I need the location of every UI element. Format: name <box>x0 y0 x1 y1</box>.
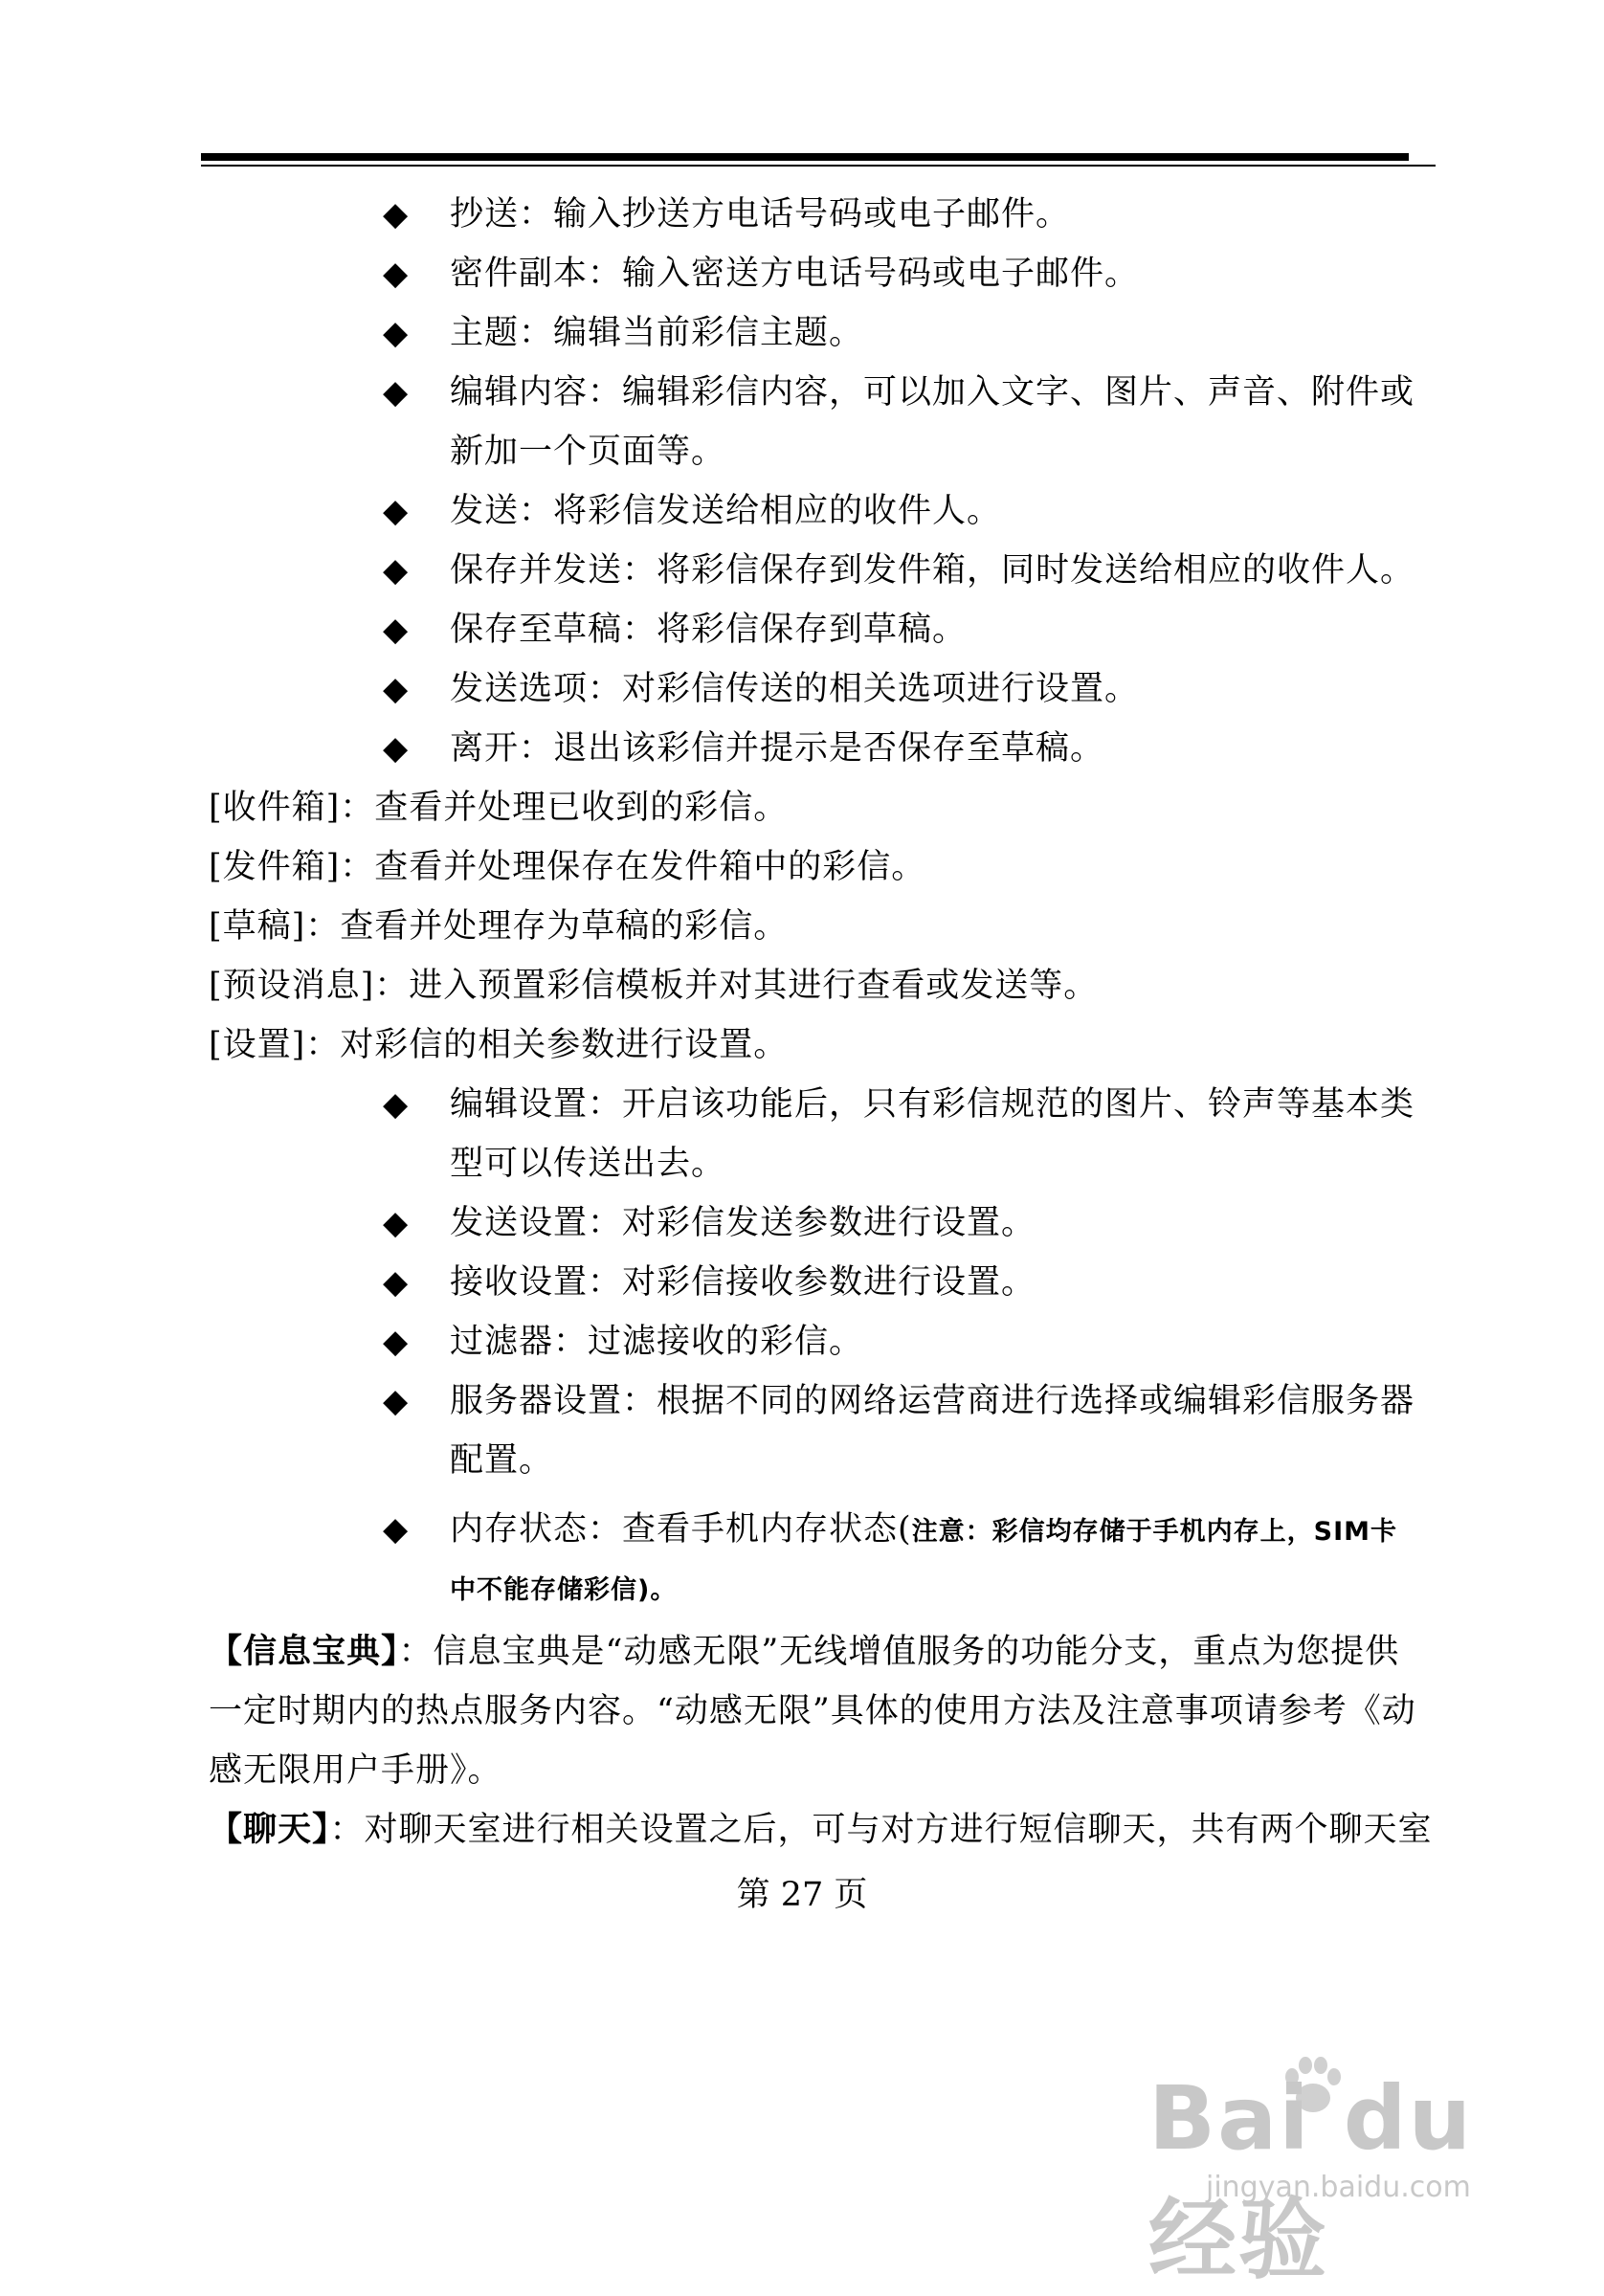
info-heading: 【信息宝典】 <box>209 1633 399 1671</box>
bullet-item: 接收设置：对彩信接收参数进行设置。 <box>450 1263 1036 1302</box>
bullet-item: 保存至草稿：将彩信保存到草稿。 <box>450 611 968 649</box>
bullet-diamond-icon: ◆ <box>383 1263 409 1302</box>
header-rule-thick <box>201 153 1409 161</box>
info-paragraph-line: 一定时期内的热点服务内容。“动感无限”具体的使用方法及注意事项请参考《动 <box>209 1692 1416 1730</box>
bullet-item: 主题：编辑当前彩信主题。 <box>450 314 864 352</box>
bullet-diamond-icon: ◆ <box>383 492 409 530</box>
paragraph-inbox: [收件箱]：查看并处理已收到的彩信。 <box>209 789 789 827</box>
info-paragraph-line <box>209 1631 1399 1673</box>
chat-paragraph-line <box>209 1809 1433 1851</box>
bullet-diamond-icon: ◆ <box>383 1323 409 1361</box>
paragraph-templates: [预设消息]：进入预置彩信模板并对其进行查看或发送等。 <box>209 967 1099 1005</box>
bullet-item-continuation: 型可以传送出去。 <box>450 1145 726 1183</box>
bullet-diamond-icon: ◆ <box>383 195 409 234</box>
bullet-diamond-icon: ◆ <box>383 255 409 293</box>
bullet-diamond-icon: ◆ <box>383 551 409 590</box>
watermark-brand: Bai du 经验 <box>1148 2067 1474 2291</box>
chat-text: ：对聊天室进行相关设置之后，可与对方进行短信聊天，共有两个聊天室 <box>329 1811 1433 1849</box>
bullet-diamond-icon: ◆ <box>383 1085 409 1124</box>
watermark-url: jingyan.baidu.com <box>1206 2171 1471 2204</box>
bullet-diamond-icon: ◆ <box>383 1510 409 1549</box>
info-text: ：信息宝典是“动感无限”无线增值服务的功能分支，重点为您提供 <box>398 1633 1400 1671</box>
paragraph-drafts: [草稿]：查看并处理存为草稿的彩信。 <box>209 907 789 946</box>
bullet-item: 抄送：输入抄送方电话号码或电子邮件。 <box>450 195 1071 234</box>
baidu-watermark <box>1129 2048 1531 2291</box>
header-rule-thin <box>201 165 1436 167</box>
bullet-item: 编辑设置：开启该功能后，只有彩信规范的图片、铃声等基本类 <box>450 1085 1415 1124</box>
bullet-diamond-icon: ◆ <box>383 373 409 412</box>
bullet-item: 发送设置：对彩信发送参数进行设置。 <box>450 1204 1036 1242</box>
bullet-item-continuation: 配置。 <box>450 1441 554 1480</box>
bullet-item: 编辑内容：编辑彩信内容，可以加入文字、图片、声音、附件或 <box>450 373 1415 412</box>
bullet-diamond-icon: ◆ <box>383 1382 409 1420</box>
bullet-item: 服务器设置：根据不同的网络运营商进行选择或编辑彩信服务器 <box>450 1382 1415 1420</box>
bullet-diamond-icon: ◆ <box>383 611 409 649</box>
paragraph-settings: [设置]：对彩信的相关参数进行设置。 <box>209 1026 789 1064</box>
info-paragraph-line: 感无限用户手册》。 <box>209 1751 502 1790</box>
memory-note-continuation: 中不能存储彩信)。 <box>450 1575 678 1605</box>
memory-note: 注意：彩信均存储于手机内存上，SIM卡 <box>911 1517 1398 1547</box>
bullet-diamond-icon: ◆ <box>383 729 409 768</box>
bullet-item: 离开：退出该彩信并提示是否保存至草稿。 <box>450 729 1105 768</box>
bullet-diamond-icon: ◆ <box>383 314 409 352</box>
bullet-item-continuation: 新加一个页面等。 <box>450 433 726 471</box>
bullet-item: 保存并发送：将彩信保存到发件箱，同时发送给相应的收件人。 <box>450 551 1415 590</box>
bullet-item: 发送：将彩信发送给相应的收件人。 <box>450 492 1002 530</box>
bullet-item: 发送选项：对彩信传送的相关选项进行设置。 <box>450 670 1140 708</box>
chat-heading: 【聊天】 <box>209 1811 330 1849</box>
bullet-item-memory <box>450 1508 1397 1553</box>
bullet-diamond-icon: ◆ <box>383 1204 409 1242</box>
bullet-item: 过滤器：过滤接收的彩信。 <box>450 1323 864 1361</box>
paragraph-outbox: [发件箱]：查看并处理保存在发件箱中的彩信。 <box>209 848 926 886</box>
page-number: 第 27 页 <box>736 1876 868 1914</box>
bullet-diamond-icon: ◆ <box>383 670 409 708</box>
memory-status-text: 内存状态：查看手机内存状态( <box>450 1510 912 1549</box>
bullet-item: 密件副本：输入密送方电话号码或电子邮件。 <box>450 255 1140 293</box>
